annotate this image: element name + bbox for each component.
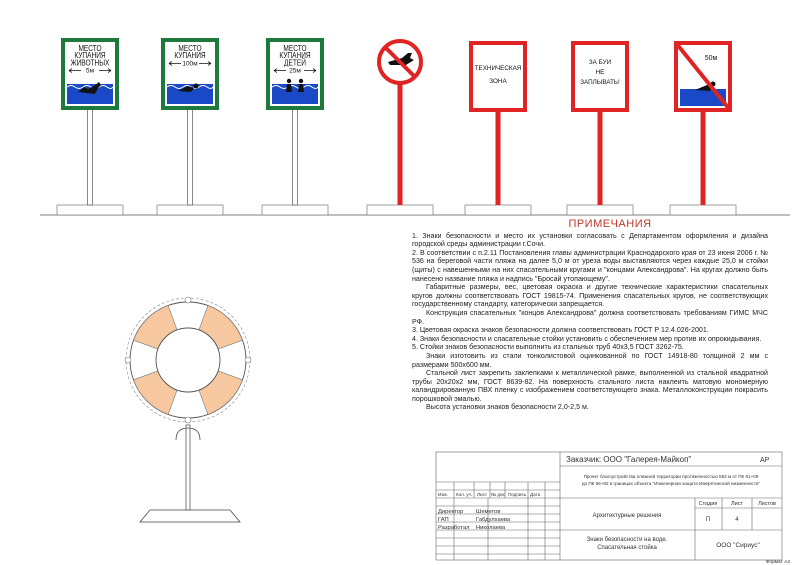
col-header-doc: № док. [491, 492, 506, 497]
paper-format: Формат А3 [765, 560, 790, 565]
section-name: Архитектурные решения [592, 513, 662, 519]
sign-base [465, 205, 531, 215]
project-line-1: Проект благоустройства пляжной территории протяженностью 583 м от ПК 51+09 [583, 474, 759, 479]
lifebuoy-stand [125, 297, 251, 522]
role-gap: ГАП [438, 517, 449, 523]
note-paragraph: 2. В соответствии с п.2.11 Постановления главы администрации Краснодарского края от 23 июня 2006 г. № 536 на береговой части пляжа на далее 5,0 м от уреза воды выставляются через каждые 25,0 м стойки (щиты) с навешенными на них спасательными кругами и "концами Александрова". На кругах должно быть нанесено название пляжа и надпись "Бросай утопающему". [412, 248, 768, 283]
drawing-title-1: Знаки безопасности на воде. [586, 537, 668, 543]
sheet-header: Лист [731, 501, 743, 507]
sign-text-line: КУПАНИЯ [174, 50, 206, 61]
sign-base [157, 205, 223, 215]
note-paragraph: 1. Знаки безопасности и место их установки согласовать с Департаментом оформления и дизайна городской среды администрации г.Сочи. [412, 231, 768, 249]
col-header-izm: Изм. [438, 492, 448, 497]
drawing-title-2: Спасательная стойка [597, 545, 657, 551]
sign-base [262, 205, 328, 215]
col-header-sign: Подпись [508, 492, 527, 497]
stand-post [186, 425, 190, 510]
note-paragraph: Высота установки знаков безопасности 2,0-2,5 м. [426, 403, 589, 412]
rope-lug [185, 417, 191, 423]
sign-distance: 5м [85, 67, 95, 75]
name-director: Шеметов [476, 509, 501, 515]
sign-frame [471, 43, 525, 110]
note-paragraph: 4. Знаки безопасности и спасательные стойки установить с обеспечением мер против их опрокидывания. [412, 334, 762, 343]
sign-6 [567, 43, 633, 215]
sign-base [567, 205, 633, 215]
sign-text-line: НЕ [595, 69, 605, 76]
note-paragraph: Знаки изготовить из стали тонколистовой оцинкованной по ГОСТ 14918-80 толщиной 2 мм с размерами 500х600 мм. [412, 351, 768, 369]
stage-header: Стадия [698, 501, 718, 507]
sign-text-line: МЕСТО [283, 43, 307, 54]
document-code: АР [760, 457, 770, 464]
sign-text-line: КУПАНИЯ [279, 50, 311, 61]
stand-base [140, 510, 240, 522]
sign-base [367, 205, 433, 215]
sign-7 [670, 43, 736, 215]
sign-text-line: ЗОНА [489, 78, 507, 85]
lifebuoy-inner [156, 328, 220, 392]
col-header-list: Лист [477, 492, 487, 497]
rope-lug [125, 357, 131, 363]
sign-text-line: МЕСТО [78, 43, 102, 54]
sign-1 [57, 40, 123, 215]
sign-base [57, 205, 123, 215]
sign-text-line: КУПАНИЯ [74, 50, 106, 61]
sign-post [88, 108, 93, 205]
note-paragraph: Габаритные размеры, вес, цветовая окраска и другие технические характеристики спасательных кругов должны соответствовать ГОСТ 19815-74. Применения спасательных кругов, не соответствующих государственному стандарту, категорически запрещается. [412, 283, 768, 309]
rope-lug [245, 357, 251, 363]
sign-distance: 25м [289, 67, 301, 75]
sign-post [188, 108, 193, 205]
sign-distance: 100м [182, 60, 198, 68]
sign-post [398, 82, 403, 205]
sign-post [496, 110, 501, 205]
note-paragraph: 3. Цветовая окраска знаков безопасности должна соответствовать ГОСТ Р 12.4.026-2001. [412, 326, 709, 335]
stage-value: П [705, 517, 711, 523]
sign-post [293, 108, 298, 205]
sign-post [598, 110, 603, 205]
sign-distance: 50м [704, 55, 718, 62]
name-developer: Николаева [476, 525, 506, 531]
sheet-value: 4 [735, 517, 739, 523]
sign-4 [367, 41, 433, 215]
note-paragraph: Конструкция спасательных "концов Александрова" должна соответствовать требованиям ГИМС МЧС РФ. [412, 308, 768, 326]
company-name: ООО "Сириус" [716, 542, 760, 549]
rope-lug [185, 297, 191, 303]
sign-base [670, 205, 736, 215]
sign-text-line: ТЕХНИЧЕСКАЯ [474, 65, 522, 72]
sign-frame [573, 43, 627, 110]
sign-2 [157, 40, 223, 215]
sign-text-line: ЖИВОТНЫХ [70, 57, 110, 68]
title-block-text [438, 455, 790, 565]
sign-text-line: ЗА БУИ [588, 59, 612, 66]
sheets-header: Листов [758, 501, 776, 507]
water-area [67, 84, 113, 104]
sign-post [701, 110, 706, 205]
sign-text-line: ДЕТЕЙ [284, 57, 306, 68]
sign-5 [465, 43, 531, 215]
sign-text-line: МЕСТО [178, 43, 202, 54]
role-director: Директор [438, 509, 464, 515]
customer-label: Заказчик: ООО "Галерея-Майкоп" [566, 455, 692, 464]
note-paragraph: 5. Стойки знаков безопасности выполнить из стальных труб 40х3,5 ГОСТ 3262-75. [412, 343, 684, 352]
signs-row [57, 40, 736, 215]
project-line-2: до ПК 56+92 в границах объекта "Инженерная защита Имеретинской низменности" [581, 481, 761, 486]
note-paragraph: Стальной лист закрепить заклепками к металлической рамке, выполненной из стальной квадратной трубы 20х20х2 мм, ГОСТ 8639-82. На поверхность стального листа наклеить матовую мономерную каландрированную ПВХ пленку с изображением соответствующего знака. Металлоконструкции покрасить порошковой эмалью. [412, 369, 768, 403]
notes-block [412, 220, 768, 412]
name-gap: Габдулхаева [476, 517, 511, 523]
notes-title: ПРИМЕЧАНИЯ [568, 218, 652, 230]
sign-text-line: ЗАПЛЫВАТЬ! [580, 79, 620, 86]
col-header-date: Дата [530, 492, 541, 497]
role-developer: Разработал [438, 525, 470, 531]
sign-3 [262, 40, 328, 215]
col-header-kol: Кол. уч. [456, 492, 473, 497]
water-area [272, 84, 318, 104]
